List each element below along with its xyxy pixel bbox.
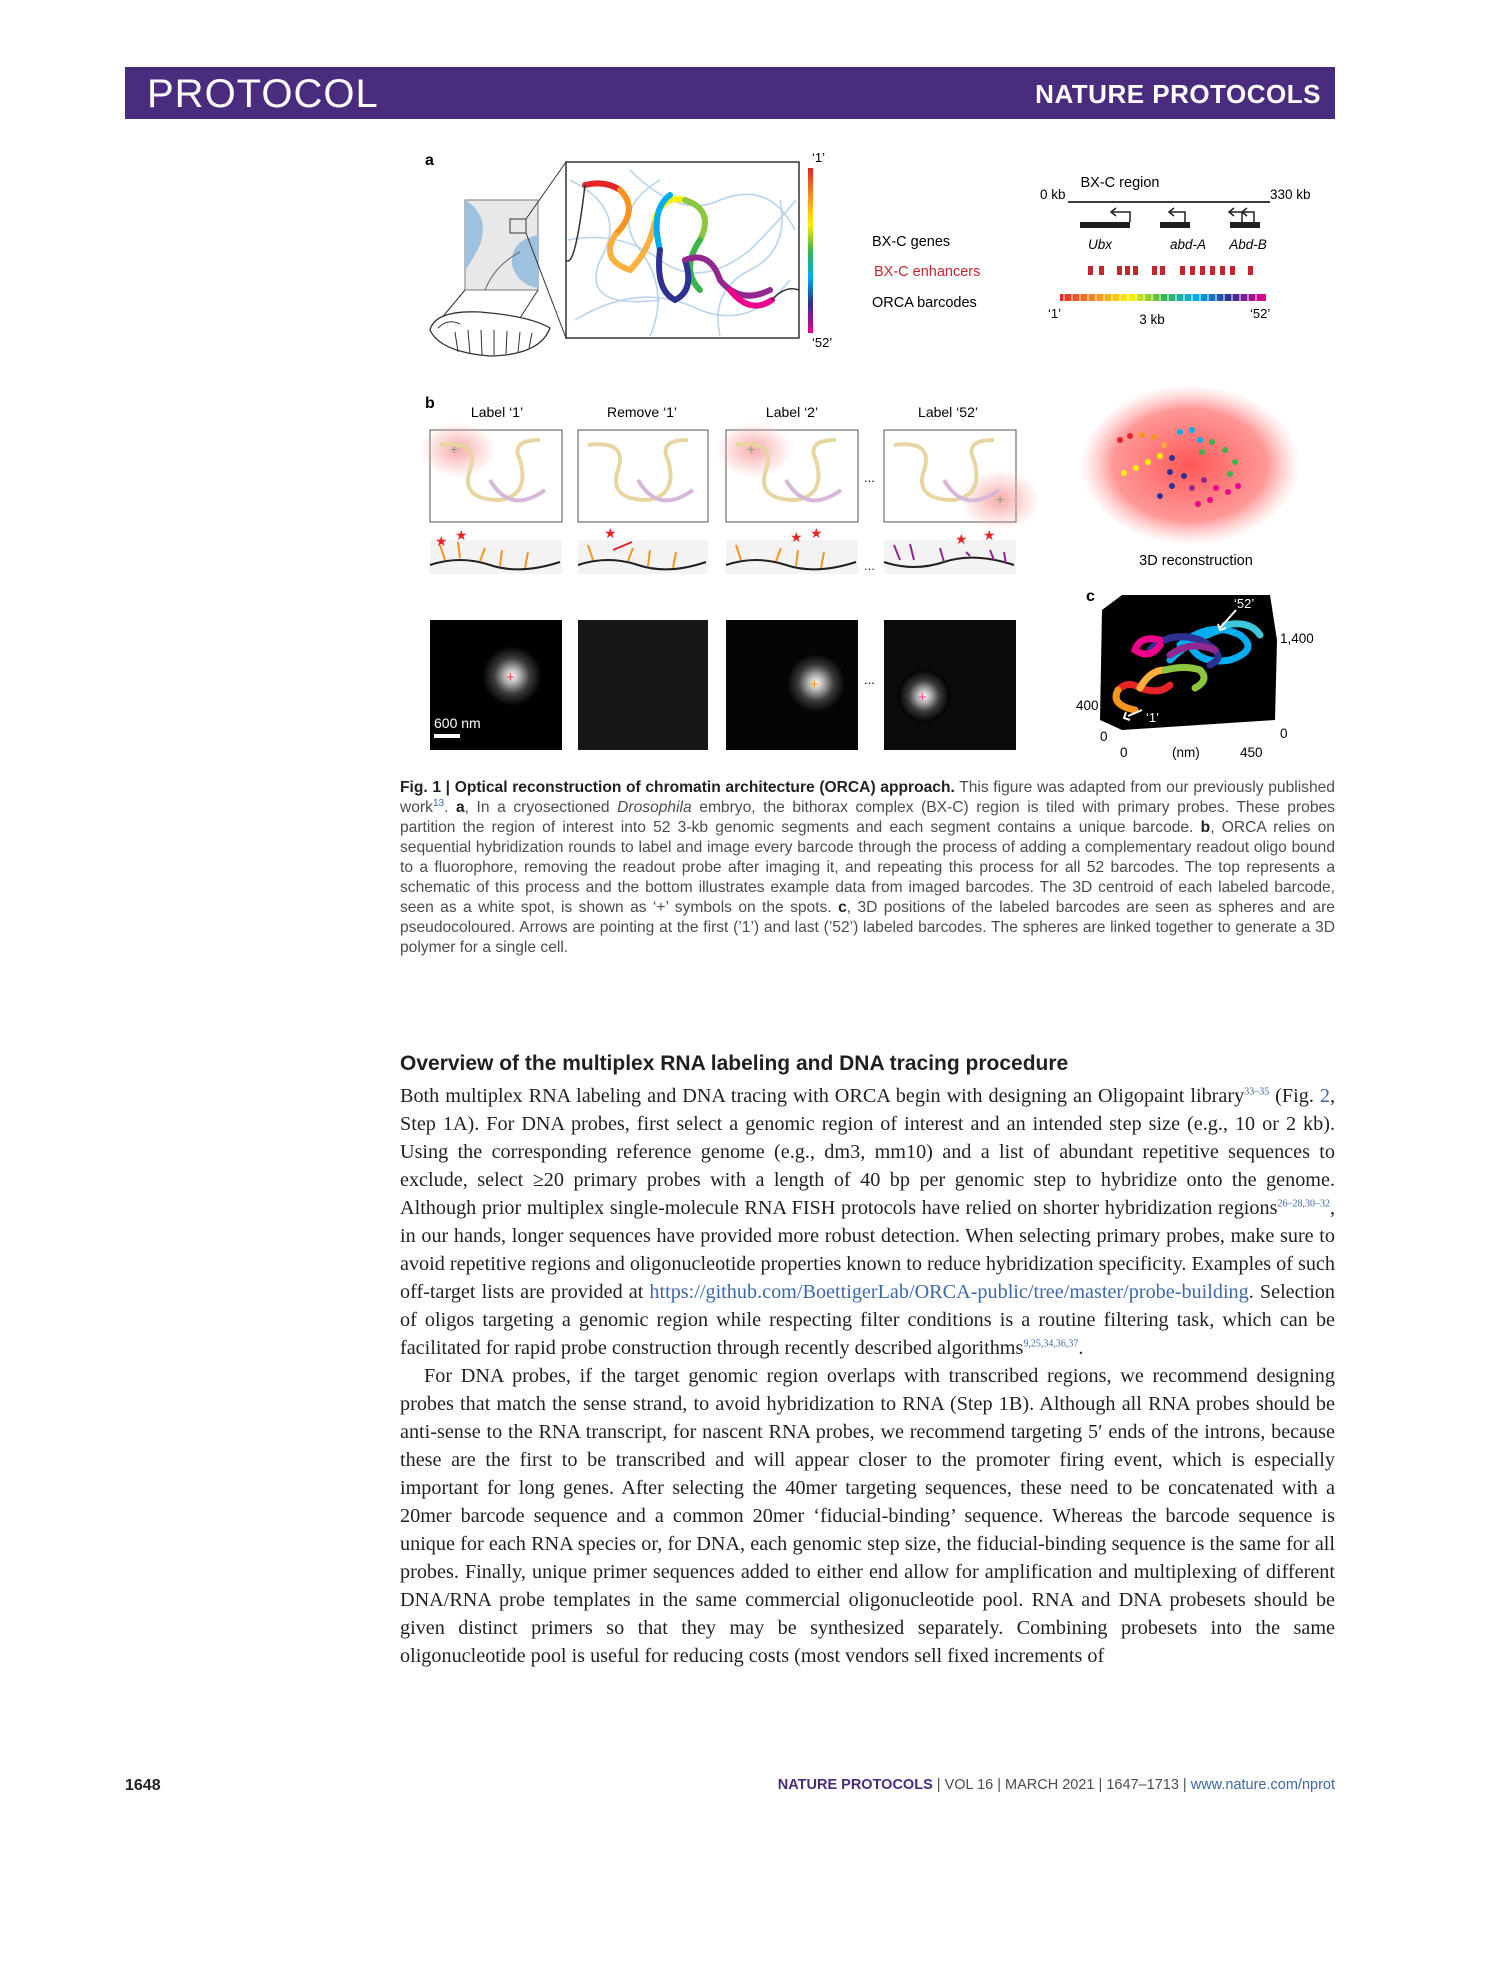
citation-link[interactable]: 9,25,34,36,37 [1023, 1338, 1079, 1350]
axis-400: 400 [1076, 698, 1099, 713]
caption-text: . [444, 799, 456, 816]
legend-genes: BX-C genes [872, 234, 951, 250]
scale-bar [434, 734, 460, 738]
gene-abd-b: Abd-B [1229, 237, 1267, 252]
svg-text:★: ★ [790, 529, 803, 545]
svg-text:★: ★ [455, 527, 468, 543]
caption-species: Drosophila [617, 799, 692, 816]
svg-text:★: ★ [810, 525, 823, 541]
journal-name: NATURE PROTOCOLS [1035, 79, 1321, 109]
footer-date: MARCH 2021 [1005, 1777, 1095, 1793]
caption-panel-b: b [1200, 819, 1211, 836]
paragraph-2: For DNA probes, if the target genomic region overlaps with transcribed regions, we recommend designing probes that match the sense strand, to avoid hybridization to RNA (Step 1B). Although all RNA probes should be anti-sense to the RNA transcript, for nascent RNA probes, we recommend targeting 5′ ends of the introns, because these are the first to be transcribed and will appear closer to the promoter firing event, which is especially important for long genes. After selecting the 40mer targeting sequences, these need to be concatenated with a 20mer barcode sequence and a common 20mer ‘fiducial-binding’ sequence. Whereas the barcode sequence is unique for each RNA species or, for DNA, each genomic step size, the fiducial-binding sequence is the same for all probes. Finally, unique primer sequences added to either end allow for amplification and multiplexing of different DNA/RNA probe templates in the same commercial oligonucleotide pool. RNA and DNA probesets should be given distinct primers so that they may be synthesized separately. Combining probesets into the same oligonucleotide pool is useful for reducing costs (most vendors sell fixed increments of [400, 1365, 1335, 1667]
paragraph-1 [400, 1082, 1335, 1362]
panel-b-letter: b [425, 395, 435, 412]
ellipsis-bottom: ... [864, 672, 875, 687]
svg-text:+: + [996, 491, 1005, 507]
legend-barcodes: ORCA barcodes [872, 295, 977, 311]
svg-text:+: + [918, 689, 927, 706]
svg-text:+: + [810, 676, 819, 693]
paragraph-text: . [1078, 1337, 1084, 1359]
paragraph-text: Both multiplex RNA labeling and DNA tracing with ORCA begin with designing an Oligopaint library [400, 1085, 1245, 1107]
barcode-step-label: 3 kb [1139, 312, 1165, 327]
footer-sep: | [993, 1777, 1006, 1793]
barcode-last-label: ‘52’ [1250, 306, 1271, 321]
gene-ubx: Ubx [1087, 237, 1113, 252]
image-remove-1 [578, 620, 708, 750]
svg-text:+: + [747, 441, 756, 457]
step-label-3: Label ‘2’ [765, 404, 819, 420]
panel-c [1076, 588, 1314, 760]
svg-text:★: ★ [983, 527, 996, 543]
paragraph-text: (Fig. [1269, 1085, 1320, 1107]
axis-1400: 1,400 [1280, 631, 1314, 646]
axis-0-bottom: 0 [1120, 745, 1128, 760]
svg-text:★: ★ [955, 531, 968, 547]
caption-panel-a: a [455, 799, 465, 816]
figure-1 [400, 140, 1335, 760]
bar-label-bottom: ‘52’ [812, 335, 833, 350]
image-label-1 [430, 620, 562, 750]
chromatin-zoom-box [566, 162, 799, 338]
schematic-label-2 [716, 422, 858, 522]
axis-0-right: 0 [1280, 726, 1288, 741]
enhancer-marks [1088, 266, 1253, 275]
reconstruction-label: 3D reconstruction [1139, 553, 1253, 569]
barcode-strip [1060, 294, 1266, 301]
schematic-label-1 [420, 422, 562, 522]
section-heading: Overview of the multiplex RNA labeling and DNA tracing procedure [400, 1052, 1069, 1075]
image-label-2 [726, 620, 858, 750]
region-title: BX-C region [1080, 175, 1160, 191]
step-label-1: Label ‘1’ [470, 404, 524, 420]
ellipsis-middle: ... [864, 558, 875, 573]
caption-text: , ORCA relies on sequential hybridization rounds to label and image every barcode through the process of adding a complementary readout oligo bound to a fluorophore, removing the readout probe after imaging it, and repeating this process for all 52 barcodes. The top represents a schematic of this process and the bottom illustrates example data from imaged barcodes. The 3D centroid of each labeled barcode, seen as a white spot, is shown as ‘+’ symbols on the spots. [400, 819, 1335, 916]
footer-citation [778, 1777, 1335, 1793]
image-label-52 [884, 620, 1016, 750]
footer-sep: | [1178, 1777, 1191, 1793]
footer-journal: NATURE PROTOCOLS [777, 1777, 933, 1793]
step-label-4: Label ‘52’ [918, 404, 978, 420]
footer-url[interactable]: www.nature.com/nprot [1190, 1777, 1335, 1793]
gene-abd-a: abd-A [1169, 237, 1207, 252]
caption-text: , In a cryosectioned [464, 799, 618, 816]
oligo-schematic-row [430, 525, 1016, 574]
panel-c-letter: c [1086, 588, 1095, 605]
axis-450: 450 [1240, 745, 1263, 760]
github-link[interactable]: https://github.com/BoettigerLab/ORCA-public/tree/master/probe-building [649, 1281, 1249, 1303]
citation-link[interactable]: 26–28,30–32 [1277, 1198, 1330, 1210]
footer-pages: 1647–1713 [1106, 1777, 1179, 1793]
caption-title: Fig. 1 | Optical reconstruction of chromatin architecture (ORCA) approach. [400, 779, 955, 796]
page-number: 1648 [125, 1777, 161, 1794]
svg-text:+: + [450, 441, 459, 457]
footer-sep: | [1094, 1777, 1107, 1793]
barcode-first-label: ‘1’ [1048, 306, 1062, 321]
body-text [400, 1082, 1335, 1670]
caption-panel-c: c [838, 899, 847, 916]
axis-0-left: 0 [1100, 729, 1108, 744]
bar-label-top: ‘1’ [812, 150, 826, 165]
barcode-color-bar [808, 168, 813, 333]
schematic-remove-1 [578, 430, 708, 522]
panel-a-letter: a [425, 152, 434, 169]
reconstruction-glow [1080, 385, 1300, 545]
paragraph-text: , Step 1A). For DNA probes, first select a genomic region of interest and an intended step size (e.g., 10 or 2 kb). Using the corresponding reference genome (e.g., dm3, mm10) and a list of abundant repetitive sequences to exclude, select ≥20 primary probes with a length of 40 bp per genomic step to hybridize onto the genome. Although prior multiplex single-molecule RNA FISH protocols have relied on shorter hybridization regions [400, 1085, 1336, 1219]
footer-sep: | [932, 1777, 945, 1793]
gene-arrows [1080, 208, 1260, 228]
panel-a [425, 150, 1311, 356]
figure-caption [400, 778, 1335, 958]
scale-start: 0 kb [1040, 187, 1066, 202]
svg-text:★: ★ [435, 533, 448, 549]
scale-end: 330 kb [1270, 187, 1311, 202]
caption-text: embryo, the bithorax complex (BX-C) region is tiled with primary probes. These probes partition the region of interest into 52 3-kb genomic segments and each segment contains a unique barcode. [400, 799, 1335, 836]
paragraph-text: , in our hands, longer sequences have provided more robust detection. When selecting primary probes, make sure to avoid repetitive regions and oligonucleotide properties known to reduce hybridization specificity. Examples of such off-target lists are provided at [400, 1197, 1335, 1303]
paragraph-text: . Selection of oligos targeting a genomic region while respecting filter conditions is a routine filtering task, which can be facilitated for rapid probe construction through recently described algorithms [400, 1281, 1335, 1359]
caption-text: , 3D positions of the labeled barcodes are seen as spheres and are pseudocoloured. Arrows are pointing at the first (’1’) and last (’52’) labeled barcodes. The spheres are linked together to generate a 3D polymer for a single cell. [400, 899, 1335, 956]
footer-volume: VOL 16 [944, 1777, 994, 1793]
section-label: PROTOCOL [147, 72, 379, 116]
svg-text:★: ★ [604, 525, 617, 541]
header-bar [125, 67, 1335, 119]
svg-text:+: + [506, 669, 515, 686]
caption-text: This figure was adapted from our previously published work [400, 779, 1335, 816]
citation-link[interactable]: 13 [432, 797, 445, 809]
step-label-2: Remove ‘1’ [606, 404, 678, 420]
citation-link[interactable]: 33–35 [1244, 1086, 1270, 1098]
label-1: ‘1’ [1146, 710, 1160, 725]
embryo-icon [430, 312, 550, 356]
axis-unit: (nm) [1172, 745, 1200, 760]
scale-bar-label: 600 nm [434, 715, 481, 731]
legend-enhancers: BX-C enhancers [874, 264, 981, 280]
figure-link[interactable]: 2 [1319, 1085, 1330, 1107]
schematic-label-52 [884, 430, 1040, 530]
ellipsis-top: ... [864, 470, 875, 485]
label-52: ‘52’ [1234, 596, 1255, 611]
